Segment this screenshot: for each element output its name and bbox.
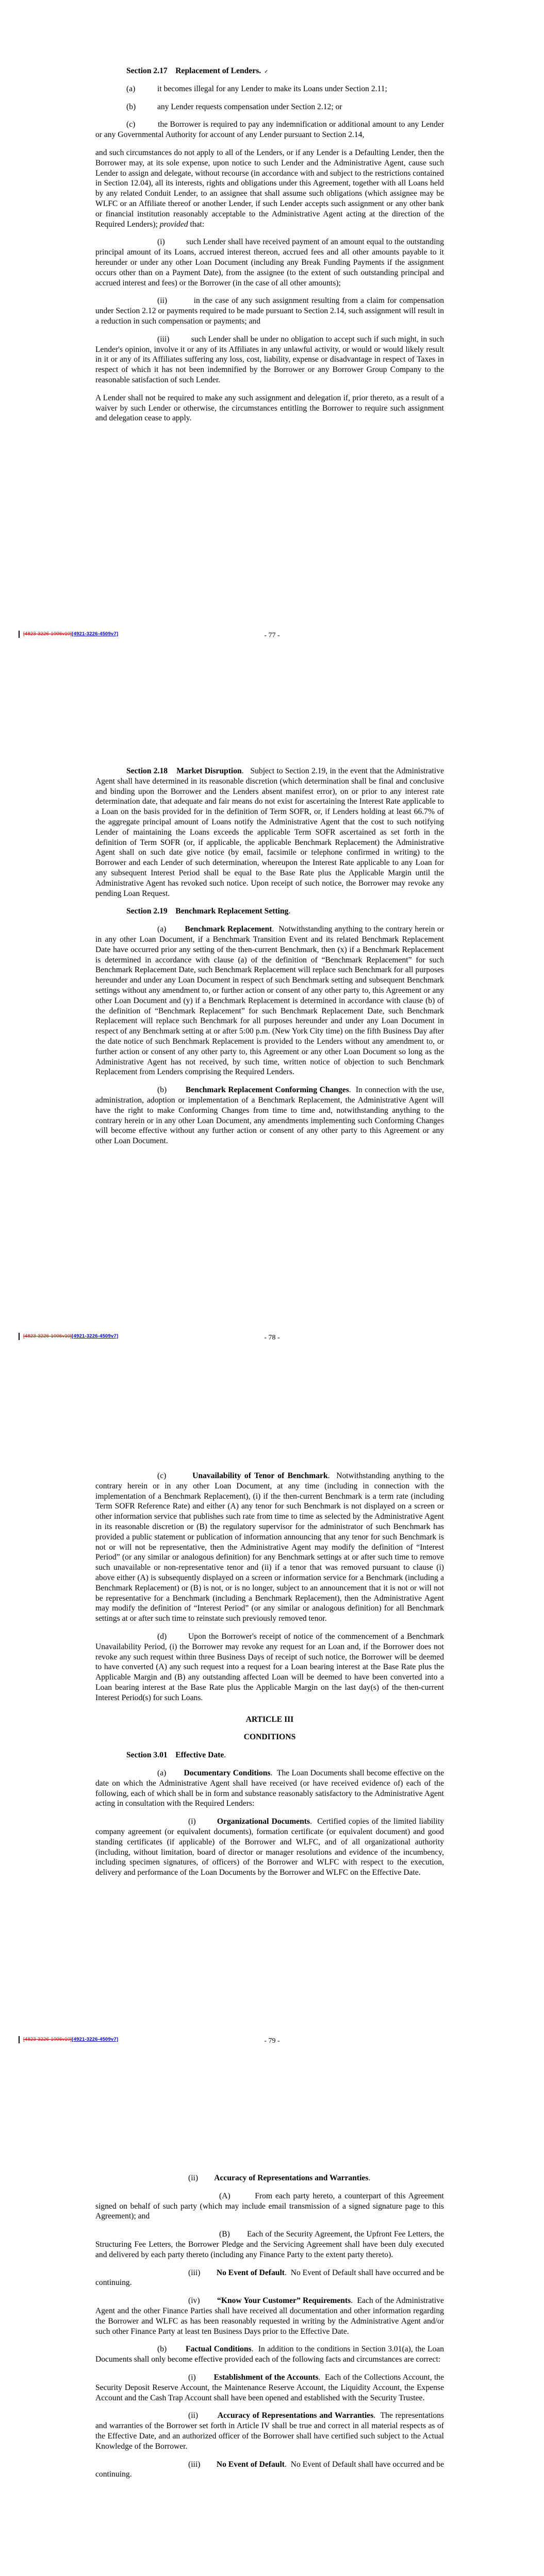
clause-i-accounts: (i) Establishment of the Accounts. Each of the Collections Account, the Security Deposit Reserve Account, the Maintenance Reserve Account, the Liquidity Account, the Expense Account and the Cash Trap Account shall have been opened and established with the Security Trustee. [95,2372,444,2402]
clause-b-factual: (b) Factual Conditions. In addition to the conditions in Section 3.01(a), the Loan Documents shall only become effective provided each of the following facts and circumstances are correct: [95,2345,444,2364]
article-iii: ARTICLE III [245,1715,294,1724]
page-number: - 78 - [264,1334,280,1342]
article-title: CONDITIONS [243,1733,296,1742]
document-id: [4823-3226-1006v10][4921-3226-4509v7] [23,2037,119,2042]
clause-b: (b) any Lender requests compensation under Section 2.12; or [126,102,342,111]
clause-a-documentary: (a) Documentary Conditions. The Loan Documents shall become effective on the date on which the Administrative Agent shall have received (or have received evidence of) each of the following, each of which shall be in form and substance reasonably satisfactory to the Administrative Agent acting in consultation with the Required Lenders: [95,1768,444,1808]
section-2-17-heading [95,66,444,76]
clause-iv-kyc: (iv) “Know Your Customer” Requirements. Each of the Administrative Agent and the other Finance Parties shall have received all documentation and other information regarding the Borrower and WLFC as has been reasonably requested in writing by the Administrative Agent and/or such other Finance Party at least ten Business Days prior to the Effective Date. [95,2296,444,2336]
document-id: [4823-3226-1006v10][4921-3226-4509v7] [23,631,119,637]
clause-c: (c) the Borrower is required to pay any indemnification or additional amount to any Lender or any Governmental Authority for account of any Lender pursuant to Section 2.14, [95,120,444,140]
change-bar [19,1333,20,1340]
clause-ii-accuracy: (ii) Accuracy of Representations and Warranties. The representations and warranties of the Borrower set forth in Article IV shall be true and correct in all material respects as of the Effective Date, and an authorized officer of the Borrower shall have certified such subject to the Actual Knowledge of the Borrower. [95,2411,444,2451]
page-number: - 79 - [264,2037,280,2045]
replacement-paragraph: and such circumstances do not apply to all of the Lenders, or if any Lender is a Defaulting Lender, then the Borrower may, at its sole expense, upon notice to such Lender and the Administrative Agent, cause such Lender to assign and delegate, without recourse (in accordance with and subject to the restrictions contained in Section 12.04), all its interests, rights and obligations under this Agreement, together with all Loans held by any related Conduit Lender, to an assignee that shall assume such obligations (which assignee may be WLFC or an Affiliate thereof or another Lender, if such Lender accepts such assignment or any other bank or financial institution reasonably acceptable to the Administrative Agent acting at the direction of the Required Lenders); provided that: [95,148,444,229]
clause-c-unavailability: (c) Unavailability of Tenor of Benchmark. Notwithstanding anything to the contrary herein or in any other Loan Document, at any time (including in connection with the implementation of a Benchmark Replacement), (i) if the then-current Benchmark is a term rate (including Term SOFR Reference Rate) and either (A) any tenor for such Benchmark is not displayed on a screen or other information service that publishes such rate from time to time as selected by the Administrative Agent in its reasonable discretion or (B) the regulatory supervisor for the administrator of such Benchmark has provided a public statement or publication of information announcing that any tenor for such Benchmark is not or will not be representative, then the Administrative Agent may modify the definition of “Interest Period” (or any similar or analogous definition) for any Benchmark settings at or after such time to remove such unavailable or non-representative tenor and (ii) if a tenor that was removed pursuant to clause (i) above either (A) is subsequently displayed on a screen or information service for a Benchmark (including a Benchmark Replacement) or (B) is not, or is no longer, subject to an announcement that it is not or will not be representative for a Benchmark (including a Benchmark Replacement), then the Administrative Agent may modify the definition of “Interest Period” (or any similar or analogous definition) for all Benchmark settings at or after such time to reinstate such previously removed tenor. [95,1471,444,1623]
closing-paragraph: A Lender shall not be required to make any such assignment and delegation if, prior thereto, as a result of a waiver by such Lender or otherwise, the circumstances entitling the Borrower to require such assignment and delegation cease to apply. [95,393,444,423]
change-bar [19,2036,20,2043]
page-79-body [95,1471,444,1886]
page-80 [0,2107,544,2576]
section-number: Section 2.17 [126,66,168,75]
page-79 [0,1404,544,2107]
clause-B: (B) Each of the Security Agreement, the Upfront Fee Letters, the Structuring Fee Letters, the Borrower Pledge and the Servicing Agreement shall have been duly executed and delivered by each party thereto (including any Finance Party to the extent party thereto). [95,2230,444,2259]
clause-d: (d) Upon the Borrower's receipt of notice of the commencement of a Benchmark Unavailability Period, (i) the Borrower may revoke any request for an Loan and, if the Borrower does not revoke any such request within three Business Days of receipt of such notice, the Borrower will be deemed to have converted (A) any such request into a request for a Loan bearing interest at the Base Rate plus the Applicable Margin and (B) any outstanding affected Loan will be deemed to have been converted into a Loan bearing interest at the Base Rate plus the Applicable Margin on the last day(s) of the then-current Interest Period(s) for such Loans. [95,1632,444,1702]
page-number: - 77 - [264,632,280,639]
clause-iii: (iii) such Lender shall be under no obligation to accept such if such might, in such Lender's opinion, involve it or any of its Affiliates in any unlawful activity, or would or would likely result in it or any of its Affiliates suffering any loss, cost, liability, expense or disadvantage in respect of Taxes in respect of which it has not been indemnified by the Borrower or any Borrower Group Company to the reasonable satisfaction of such Lender. [95,334,444,384]
clause-iii-no-default: (iii) No Event of Default. No Event of Default shall have occurred and be continuing. [95,2460,444,2479]
page-78 [0,701,544,1404]
clause-i-organizational: (i) Organizational Documents. Certified copies of the limited liability company agreement (or equivalent documents), formation certificate (or equivalent document) and good standing certificates (if applicable) of the Borrower and WLFC, and of all organizational authority (including, without limitation, board of director or manager resolutions and evidence of the incumbency, including specimen signatures, of officers) of the Borrower and WLFC with respect to the execution, delivery and performance of the Loan Documents by the Borrower and WLFC on the Effective Date. [95,1817,444,1877]
clause-b-conforming-changes: (b) Benchmark Replacement Conforming Changes. In connection with the use, administration, adoption or implementation of a Benchmark Replacement, the Administrative Agent will have the right to make Conforming Changes from time to time and, notwithstanding anything to the contrary herein or in any other Loan Document, any amendments implementing such Conforming Changes will become effective without any further action or consent of any other party to this Agreement or any other Loan Document. [95,1086,444,1146]
change-bar [19,631,20,638]
clause-A: (A) From each party hereto, a counterpart of this Agreement signed on behalf of such party (which may include email transmission of a signed signature page to this Agreement); and [95,2191,444,2221]
clause-ii-executed: (ii) Accuracy of Representations and Warranties. [188,2174,371,2182]
clause-iii-opinions: (iii) No Event of Default. No Event of Default shall have occurred and be continuing. [95,2268,444,2287]
page-80-body [95,2173,444,2487]
page-77-body [95,66,444,431]
clause-ii: (ii) in the case of any such assignment resulting from a claim for compensation under Section 2.12 or payments required to be made pursuant to Section 2.14, such assignment will result in a reduction in such compensation or payments; and [95,296,444,326]
section-title: Replacement of Lenders. [175,66,261,75]
bookmark-arrow-icon: ✓ [264,69,269,75]
document-id: [4823-3226-1006v10][4921-3226-4509v7] [23,1333,119,1339]
clause-a: (a) it becomes illegal for any Lender to make its Loans under Section 2.11; [126,84,387,93]
section-3-01-heading: Section 3.01 Effective Date. [126,1751,226,1760]
clause-a-benchmark-replacement: (a) Benchmark Replacement. Notwithstanding anything to the contrary herein or in any other Loan Document, if a Benchmark Transition Event and its related Benchmark Replacement Date have occurred prior any setting of the then-current Benchmark, then (x) if a Benchmark Replacement is determined in accordance with clause (a) of the definition of “Benchmark Replacement” for such Benchmark Replacement Date, such Benchmark Replacement will replace such Benchmark for all purposes hereunder and under any Loan Document in respect of such Benchmark setting and subsequent Benchmark settings without any amendment to, or further action or consent of any other party to, this Agreement or any other Loan Document and (y) if a Benchmark Replacement is determined in accordance with clause (b) of the definition of “Benchmark Replacement” for such Benchmark Replacement Date, such Benchmark Replacement will replace such Benchmark for all purposes hereunder and under any Loan Document in respect of any Benchmark setting at or after 5:00 p.m. (New York City time) on the fifth Business Day after the date notice of such Benchmark Replacement is provided to the Lenders without any amendment to, or further action or consent of any other party to, this Agreement or any other Loan Document so long as the Administrative Agent has not received, by such time, written notice of objection to such Benchmark Replacement from Lenders comprising the Required Lenders. [95,925,444,1077]
clause-i: (i) such Lender shall have received payment of an amount equal to the outstanding principal amount of its Loans, accrued interest thereon, accrued fees and all other amounts payable to it hereunder or under any other Loan Document (including any Break Funding Payments if the assignment occurs other than on a Payment Date), from the assignee (to the extent of such outstanding principal and accrued interest and fees) or the Borrower (in the case of all other amounts); [95,238,444,287]
section-2-19-heading: Section 2.19 Benchmark Replacement Setting. [126,907,291,916]
page-77 [0,0,544,701]
section-2-18: Section 2.18 Market Disruption. Subject to Section 2.19, in the event that the Administrative Agent shall have determined in its reasonable discretion (which determination shall be final and conclusive and binding upon the Borrower and the Lenders absent manifest error), on or prior to any interest rate determination date, that adequate and fair means do not exist for ascertaining the Interest Rate applicable to a Loan on the basis provided for in the definition of Term SOFR, or, if Lenders holding at least 66.7% of the aggregate principal amount of Loans notify the Administrative Agent that the cost to such notifying Lender of maintaining the Loans exceeds the applicable Term SOFR ascertained as set forth in the definition of Term SOFR (or, if applicable, the applicable Benchmark Replacement) the Administrative Agent shall on such date give notice (by email, facsimile or telephone confirmed in writing) to the Borrower and each Lender of such determination, whereupon the Interest Rate applicable to any Loan for any subsequent Interest Period shall be equal to the Base Rate plus the Applicable Margin until the Administrative Agent has revoked such notice. Upon receipt of such notice, the Borrower may revoke any pending Loan Request. [95,767,444,898]
page-78-body [95,766,444,1154]
